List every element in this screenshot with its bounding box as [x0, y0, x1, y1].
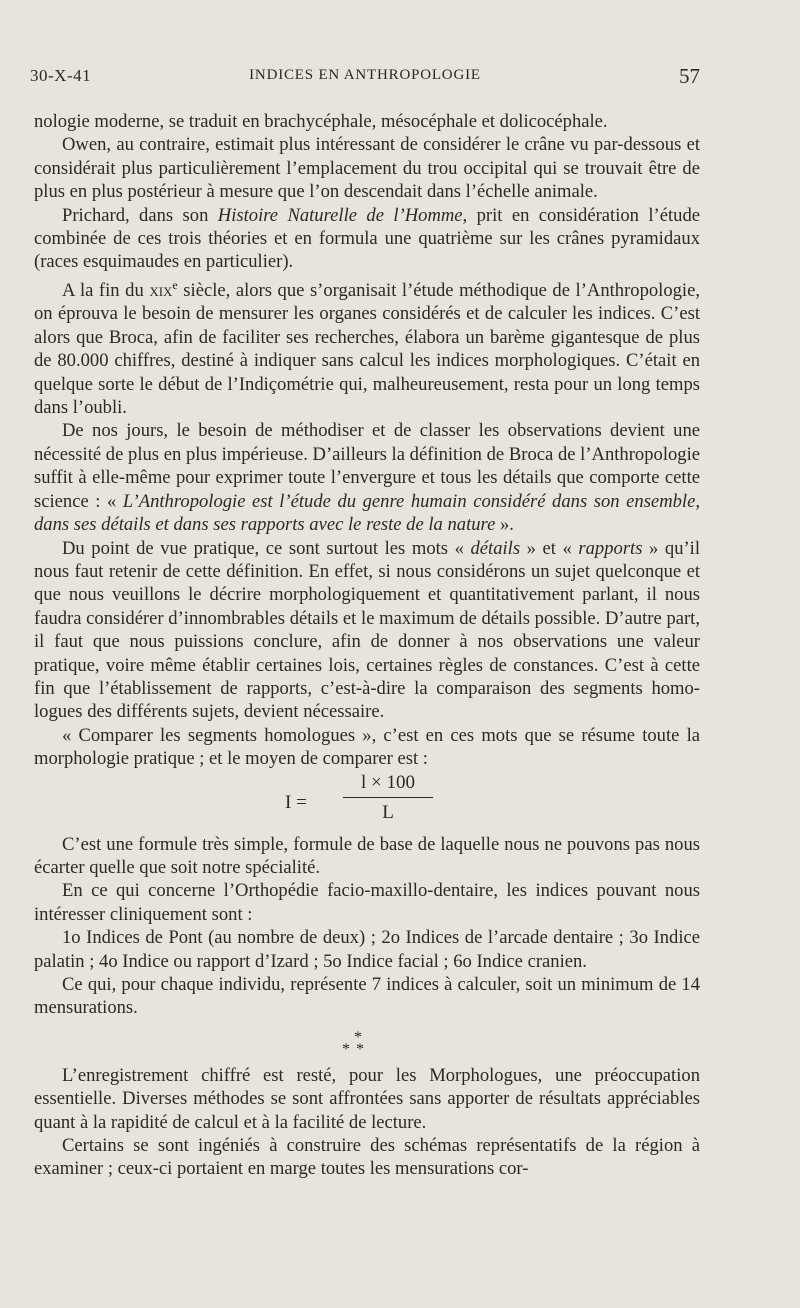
header-title: INDICES EN ANTHROPOLOGIE	[249, 67, 481, 83]
paragraph-6: Du point de vue pratique, ce sont surtout les mots « détails » et « rapports » qu’il nous faut retenir de cette définition. En effet, si nous considérons un sujet quelconque et que nous veuillons le décrire morphologiquement et quantitativement parlant, il nous faudra considérer d’innombrables détails et le maximum de détails possible. D’autre part, il faut que nous puissions conclure, afin de donner à nos observations une valeur pratique, voire même établir certaines lois, certaines règles de constances. C’est à cette fin que l’établissement de rapports, c’est-à-dire la comparaison des segments homologues des différents sujets, devient nécessaire.	[34, 537, 701, 723]
fraction-bar	[343, 797, 433, 798]
formula-lhs: I =	[285, 791, 307, 813]
header-date: 30-X-41	[30, 66, 92, 85]
index-formula	[34, 771, 700, 833]
paragraph-1: nologie moderne, se traduit en brachycéphale, mésocéphale et dolicocéphale.	[34, 111, 608, 132]
paragraph-9: En ce qui concerne l’Orthopédie facio-maxillo-dentaire, les indices pouvant nous intéresser cliniquement sont :	[34, 880, 700, 925]
paragraph-10: 1o Indices de Pont (au nombre de deux) ; 2o Indices de l’arcade dentaire ; 3o Indice palatin ; 4o Indice ou rapport d’Izard ; 5o Indice facial ; 6o Indice cranien.	[34, 927, 700, 972]
paragraph-12: L’enregistrement chiffré est resté, pour les Morphologues, une préoccupation essentielle. Diverses méthodes se sont affrontées sans apporter de résultats appréciables quant à la rapidité de calcul et à la facilité de lecture.	[34, 1064, 700, 1133]
page-number: 57	[679, 64, 700, 88]
running-header	[30, 64, 700, 92]
formula-denominator: L	[382, 801, 394, 823]
formula-numerator: l × 100	[361, 771, 415, 793]
paragraph-8: C’est une formule très simple, formule de base de laquelle nous ne pouvons pas nous écarter quelle que soit notre spécialité.	[34, 833, 700, 878]
broca-definition-quote: L’Anthropologie est l’étude du genre humain considéré dans son ensemble, dans ses détails et dans ses rapports avec le reste de la nature	[34, 490, 700, 536]
book-title: Histoire Naturelle de l’Homme,	[217, 204, 468, 226]
paragraph-11: Ce qui, pour chaque individu, représente 7 indices à calculer, soit un minimum de 14 mensurations.	[34, 974, 700, 1019]
paragraph-3: Prichard, dans son Histoire Naturelle de l’Homme, prit en considération l’étude combinée de ces trois théories et en formula une quatrième sur les crânes pyramidaux (races esquimaudes en particulier).	[34, 204, 700, 273]
paragraph-2: Owen, au contraire, estimait plus intéressant de considérer le crâne vu par-dessous et considérait plus particulièrement l’emplacement du trou occipital qui se trouvait être de plus en plus postérieur à mesure que l’on descendait dans l’échelle animale.	[34, 134, 700, 203]
paragraph-13: Certains se sont ingéniés à construire des schémas représentatifs de la région à examiner ; ceux-ci portaient en marge toutes les mensurations cor-	[34, 1135, 700, 1180]
paragraph-7: « Comparer les segments homologues », c’est en ces mots que se résume toute la morphologie pratique ; et le moyen de comparer est :	[34, 724, 700, 770]
paragraph-5: De nos jours, le besoin de méthodiser et de classer les observations devient une nécessité de plus en plus impérieuse. D’ailleurs la définition de Broca de l’Anthropologie suffit à elle-même pour exprimer toute l’envergure et tous les détails que comporte cette science : « L’Anthropologie est l’étude du genre humain considéré dans son ensemble, dans ses détails et dans ses rapports avec le reste de la nature ».	[34, 420, 700, 536]
page-body	[34, 110, 700, 1181]
section-break-asterism: * **	[342, 1028, 370, 1058]
paragraph-4: A la fin du xix$^e$ siècle, alors que s’organisait l’étude méthodique de l’Anthropologie, on éprouva le besoin de mensurer les organes considérés et de calculer les indices. C’est alors que Broca, afin de faciliter ses recherches, élabora un barème gigantesque de plus de 80.000 chiffres, destiné à indiquer sans calcul les indices morphologiques. C’était en quelque sorte le début de l’Indiçométrie qui, malheureusement, resta pour un long temps dans l’oubli.	[34, 277, 700, 419]
century-numeral: xix	[149, 280, 173, 302]
